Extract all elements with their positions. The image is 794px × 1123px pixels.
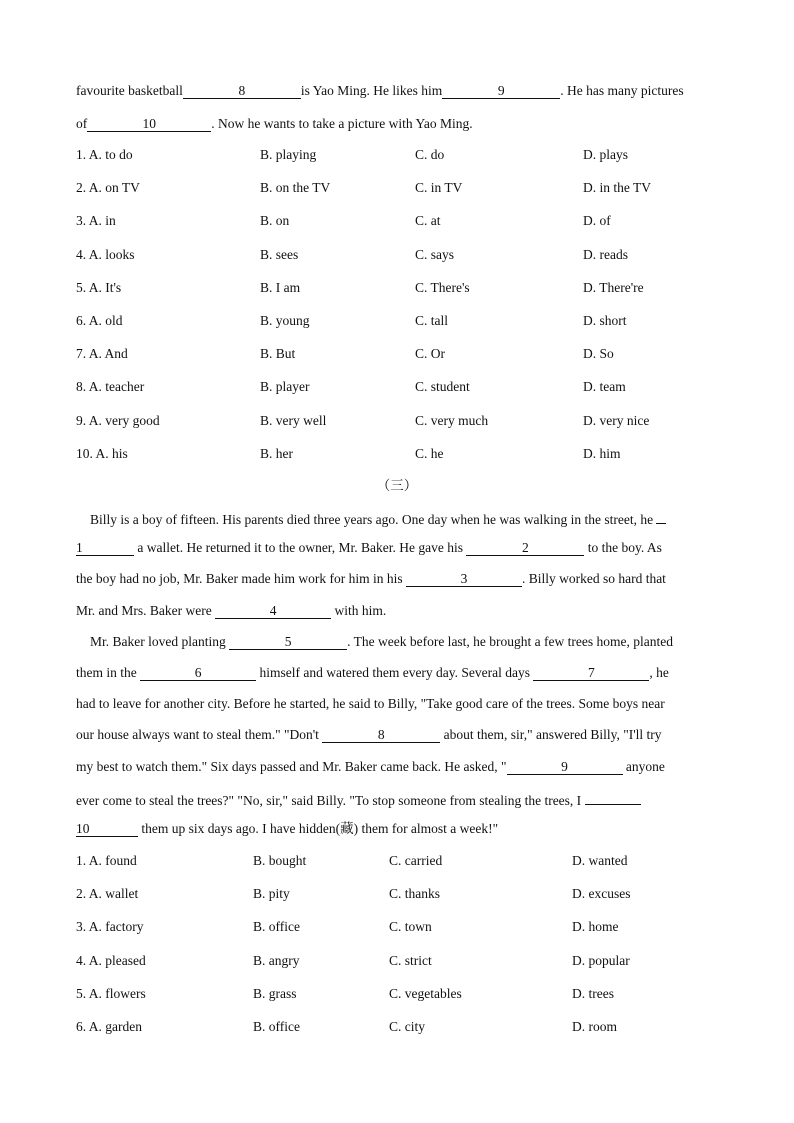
option-b[interactable]: B. angry — [253, 952, 300, 968]
passage-text: himself and watered them every day. Several days — [259, 665, 531, 680]
option-b[interactable]: B. her — [260, 445, 293, 461]
option-d[interactable]: D. room — [572, 1019, 617, 1034]
passage-text: is Yao Ming. He likes him — [300, 83, 443, 98]
option-d[interactable]: D. home — [572, 919, 619, 935]
answer-blank[interactable]: 4 — [215, 603, 331, 619]
option-b[interactable]: B. very well — [260, 412, 327, 428]
answer-blank[interactable]: 9 — [507, 759, 623, 775]
passage-text: them up six days ago. I have hidden(藏) them for almost a week!" — [141, 821, 499, 836]
question-row — [76, 378, 726, 396]
question-row — [76, 412, 726, 430]
passage-line — [76, 664, 726, 682]
option-a[interactable]: 3. A. factory — [76, 919, 144, 935]
option-b[interactable]: B. young — [260, 313, 310, 328]
option-d[interactable]: D. in the TV — [583, 180, 651, 196]
question-row — [76, 952, 726, 970]
section-title: （三） — [376, 478, 418, 493]
passage-text: . Billy worked so hard that — [521, 571, 666, 586]
option-a[interactable]: 1. A. to do — [76, 147, 133, 162]
passage-text: . The week before last, he brought a few trees home, planted — [347, 634, 673, 649]
option-c[interactable]: C. do — [415, 147, 445, 162]
passage-line — [76, 820, 726, 838]
question-row — [76, 179, 726, 197]
option-b[interactable]: B. playing — [260, 147, 317, 162]
option-b[interactable]: B. player — [260, 379, 310, 395]
question-row — [76, 279, 726, 297]
answer-blank[interactable]: 1 — [76, 540, 134, 556]
option-a[interactable]: 2. A. on TV — [76, 180, 140, 196]
option-a[interactable]: 5. A. It's — [76, 279, 122, 295]
option-b[interactable]: B. But — [260, 346, 296, 362]
option-c[interactable]: C. town — [389, 919, 432, 935]
option-c[interactable]: C. vegetables — [389, 985, 462, 1001]
passage-text: the boy had no job, Mr. Baker made him work for him in his — [76, 571, 403, 586]
passage-text: about them, sir," answered Billy, "I'll try — [443, 727, 662, 742]
passage-text: with him. — [334, 603, 387, 618]
passage-text: to the boy. As — [587, 540, 662, 555]
answer-blank[interactable]: 10 — [76, 821, 138, 837]
option-a[interactable]: 4. A. pleased — [76, 952, 146, 968]
passage-text: of — [76, 116, 88, 131]
option-a[interactable]: 7. A. And — [76, 346, 128, 362]
passage-line — [76, 726, 726, 744]
answer-blank[interactable]: 10 — [87, 116, 211, 132]
question-row — [76, 212, 726, 230]
option-c[interactable]: C. thanks — [389, 886, 441, 902]
option-c[interactable]: C. he — [415, 445, 444, 461]
option-d[interactable]: D. team — [583, 379, 626, 395]
passage-text: anyone — [625, 759, 665, 774]
passage-line — [76, 695, 726, 713]
answer-blank[interactable]: 2 — [466, 540, 584, 556]
option-d[interactable]: D. very nice — [583, 412, 650, 428]
option-d[interactable]: D. popular — [572, 952, 630, 968]
option-d[interactable]: D. him — [583, 445, 621, 461]
option-d[interactable]: D. of — [583, 213, 611, 229]
question-row — [76, 852, 726, 870]
passage-text: ever come to steal the trees?" "No, sir," said Billy. "To stop someone from stealing the trees, I — [76, 793, 582, 808]
option-c[interactable]: C. There's — [415, 279, 470, 295]
passage-text: Mr. and Mrs. Baker were — [76, 603, 212, 618]
option-a[interactable]: 1. A. found — [76, 853, 137, 868]
option-c[interactable]: C. city — [389, 1019, 425, 1034]
answer-blank[interactable]: 5 — [229, 634, 347, 650]
option-b[interactable]: B. office — [253, 1019, 300, 1034]
option-a[interactable]: 8. A. teacher — [76, 379, 145, 395]
option-a[interactable]: 4. A. looks — [76, 246, 135, 262]
option-c[interactable]: C. strict — [389, 952, 432, 968]
answer-blank[interactable]: 6 — [140, 665, 256, 681]
passage-text: Billy is a boy of fifteen. His parents died three years ago. One day when he was walking in the street, he — [90, 512, 654, 527]
question-row — [76, 445, 726, 463]
passage-text: . Now he wants to take a picture with Yao Ming. — [211, 116, 473, 131]
option-d[interactable]: D. short — [583, 313, 627, 328]
passage-line — [76, 789, 726, 810]
question-row — [76, 885, 726, 903]
option-b[interactable]: B. office — [253, 919, 300, 935]
option-b[interactable]: B. grass — [253, 985, 297, 1001]
question-row — [76, 1018, 726, 1036]
option-a[interactable]: 9. A. very good — [76, 412, 160, 428]
answer-blank[interactable] — [656, 508, 666, 524]
passage-text: . He has many pictures — [560, 83, 684, 98]
answer-blank[interactable]: 3 — [406, 571, 522, 587]
option-a[interactable]: 6. A. old — [76, 313, 123, 328]
passage-text: favourite basketball — [76, 83, 183, 98]
option-d[interactable]: D. excuses — [572, 886, 631, 902]
passage-text: them in the — [76, 665, 137, 680]
passage-text: a wallet. He returned it to the owner, Mr. Baker. He gave his — [137, 540, 463, 555]
option-b[interactable]: B. I am — [260, 279, 301, 295]
passage-line — [90, 633, 726, 651]
question-row — [76, 246, 726, 264]
answer-blank[interactable]: 8 — [322, 727, 440, 743]
option-c[interactable]: C. tall — [415, 313, 448, 328]
passage-line — [76, 570, 726, 588]
option-c[interactable]: C. carried — [389, 853, 443, 868]
option-b[interactable]: B. bought — [253, 853, 307, 868]
option-a[interactable]: 3. A. in — [76, 213, 116, 229]
answer-blank[interactable] — [585, 789, 641, 805]
option-c[interactable]: C. says — [415, 246, 455, 262]
option-d[interactable]: D. There're — [583, 279, 644, 295]
passage-line — [76, 602, 726, 620]
option-c[interactable]: C. Or — [415, 346, 445, 362]
option-c[interactable]: C. student — [415, 379, 470, 395]
passage-text: our house always want to steal them." "Don't — [76, 727, 319, 742]
answer-blank[interactable]: 8 — [183, 83, 301, 99]
passage-line — [76, 115, 726, 133]
option-d[interactable]: D. plays — [583, 147, 628, 162]
passage-text: Mr. Baker loved planting — [90, 634, 226, 649]
option-a[interactable]: 5. A. flowers — [76, 985, 146, 1001]
passage-text: my best to watch them." Six days passed and Mr. Baker came back. He asked, " — [76, 759, 507, 774]
passage-text: , he — [649, 665, 669, 680]
question-row — [76, 312, 726, 330]
passage-line — [76, 82, 726, 100]
option-c[interactable]: C. in TV — [415, 180, 463, 196]
passage-line — [76, 758, 726, 776]
answer-blank[interactable]: 7 — [533, 665, 649, 681]
passage-line — [76, 539, 726, 557]
passage-text: had to leave for another city. Before he started, he said to Billy, "Take good care of the trees. Some boys near — [76, 696, 665, 711]
option-a[interactable]: 2. A. wallet — [76, 886, 139, 902]
option-d[interactable]: D. reads — [583, 246, 628, 262]
passage-line — [90, 508, 726, 529]
option-d[interactable]: D. trees — [572, 985, 614, 1001]
option-b[interactable]: B. pity — [253, 886, 290, 902]
option-a[interactable]: 10. A. his — [76, 445, 128, 461]
question-row — [76, 345, 726, 363]
option-b[interactable]: B. sees — [260, 246, 299, 262]
question-row — [76, 985, 726, 1003]
option-b[interactable]: B. on — [260, 213, 290, 229]
option-c[interactable]: C. at — [415, 213, 441, 229]
option-d[interactable]: D. So — [583, 346, 614, 362]
question-row — [76, 918, 726, 936]
option-b[interactable]: B. on the TV — [260, 180, 331, 196]
option-a[interactable]: 6. A. garden — [76, 1019, 142, 1034]
option-d[interactable]: D. wanted — [572, 853, 628, 868]
option-c[interactable]: C. very much — [415, 412, 489, 428]
answer-blank[interactable]: 9 — [442, 83, 560, 99]
question-row — [76, 146, 726, 164]
